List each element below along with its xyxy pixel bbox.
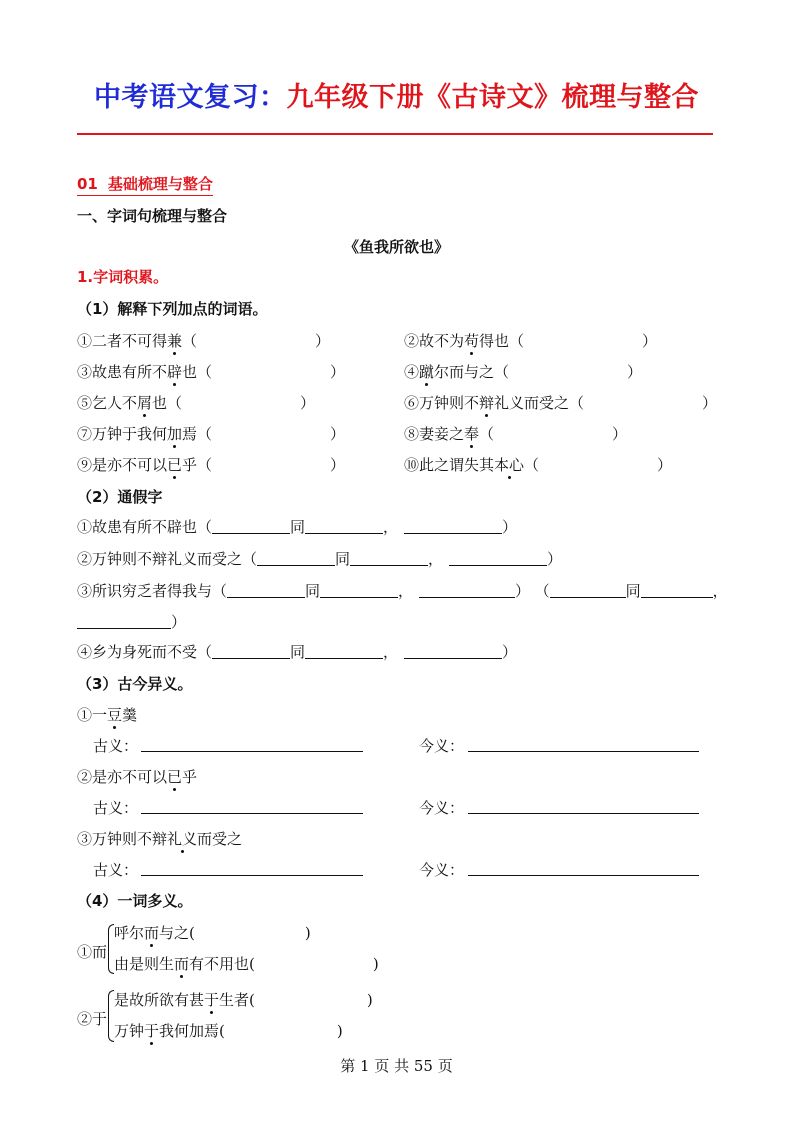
polysemy-line: 万钟于我何加焉( ) bbox=[114, 1022, 343, 1040]
polysemy-label: ②于 bbox=[77, 1010, 108, 1028]
q4-heading: （4）一词多义。 bbox=[77, 892, 193, 910]
q1-item: ⑨是亦不可以已乎（ ） bbox=[77, 456, 346, 474]
q1-item: ⑥万钟则不辩礼义而受之（ ） bbox=[404, 394, 718, 412]
polysemy-label: ①而 bbox=[77, 943, 108, 961]
q3-item: ②是亦不可以已乎 bbox=[77, 768, 198, 786]
q1-item: ①二者不可得兼（ ） bbox=[77, 332, 331, 350]
vocab-heading: 1.字词积累。 bbox=[77, 268, 169, 286]
q1-item: ⑦万钟于我何加焉（ ） bbox=[77, 425, 346, 443]
q1-item: ④蹴尔而与之（ ） bbox=[404, 363, 643, 381]
page-footer: 第 1 页 共 55 页 bbox=[340, 1057, 453, 1075]
section-number: 01 bbox=[77, 175, 98, 193]
modern-label: 今义： bbox=[419, 799, 465, 817]
modern-label: 今义： bbox=[419, 737, 465, 755]
q2-item: ①故患有所不辟也（ 同 ， ） bbox=[77, 518, 518, 536]
text-title: 《鱼我所欲也》 bbox=[343, 238, 449, 256]
ancient-label: 古义： bbox=[93, 861, 139, 879]
heading-word-sentence: 一、字词句梳理与整合 bbox=[77, 207, 228, 225]
q1-item: ⑧妻妾之奉（ ） bbox=[404, 425, 628, 443]
ancient-label: 古义： bbox=[93, 799, 139, 817]
answer-line bbox=[141, 875, 363, 876]
polysemy-line: 呼尔而与之( ) bbox=[114, 924, 311, 942]
q1-item: ⑩此之谓失其本心（ ） bbox=[404, 456, 673, 474]
q1-heading: （1）解释下列加点的词语。 bbox=[77, 300, 268, 318]
title-part1: 中考语文复习： bbox=[94, 82, 287, 113]
ancient-label: 古义： bbox=[93, 737, 139, 755]
title-part2: 九年级下册《古诗文》梳理与整合 bbox=[286, 82, 699, 113]
polysemy-line: 由是则生而有不用也( ) bbox=[114, 955, 379, 973]
q2-item-continuation: ） bbox=[77, 611, 186, 632]
q2-heading: （2）通假字 bbox=[77, 488, 163, 506]
answer-line bbox=[468, 875, 699, 876]
page-title bbox=[0, 80, 793, 116]
q2-item: ②万钟则不辩礼义而受之（ 同 ， ） bbox=[77, 550, 563, 568]
answer-line bbox=[141, 751, 363, 752]
q1-item: ⑤乞人不屑也（ ） bbox=[77, 394, 316, 412]
q3-heading: （3）古今异义。 bbox=[77, 675, 193, 693]
section-01-heading bbox=[77, 173, 213, 196]
answer-line bbox=[468, 813, 699, 814]
modern-label: 今义： bbox=[419, 861, 465, 879]
section-label: 基础梳理与整合 bbox=[107, 175, 213, 193]
q1-item: ③故患有所不辟也（ ） bbox=[77, 363, 346, 381]
q2-item: ④乡为身死而不受（ 同 ， ） bbox=[77, 643, 518, 661]
q3-item: ③万钟则不辩礼义而受之 bbox=[77, 830, 243, 848]
polysemy-line: 是故所欲有甚于生者( ) bbox=[114, 991, 373, 1009]
answer-line bbox=[141, 813, 363, 814]
answer-line bbox=[468, 751, 699, 752]
q1-item: ②故不为苟得也（ ） bbox=[404, 332, 658, 350]
q3-item: ①一豆羹 bbox=[77, 706, 138, 724]
title-divider bbox=[77, 133, 713, 135]
q2-item: ③所识穷乏者得我与（ 同 ， ） （ 同 ， bbox=[77, 582, 728, 600]
